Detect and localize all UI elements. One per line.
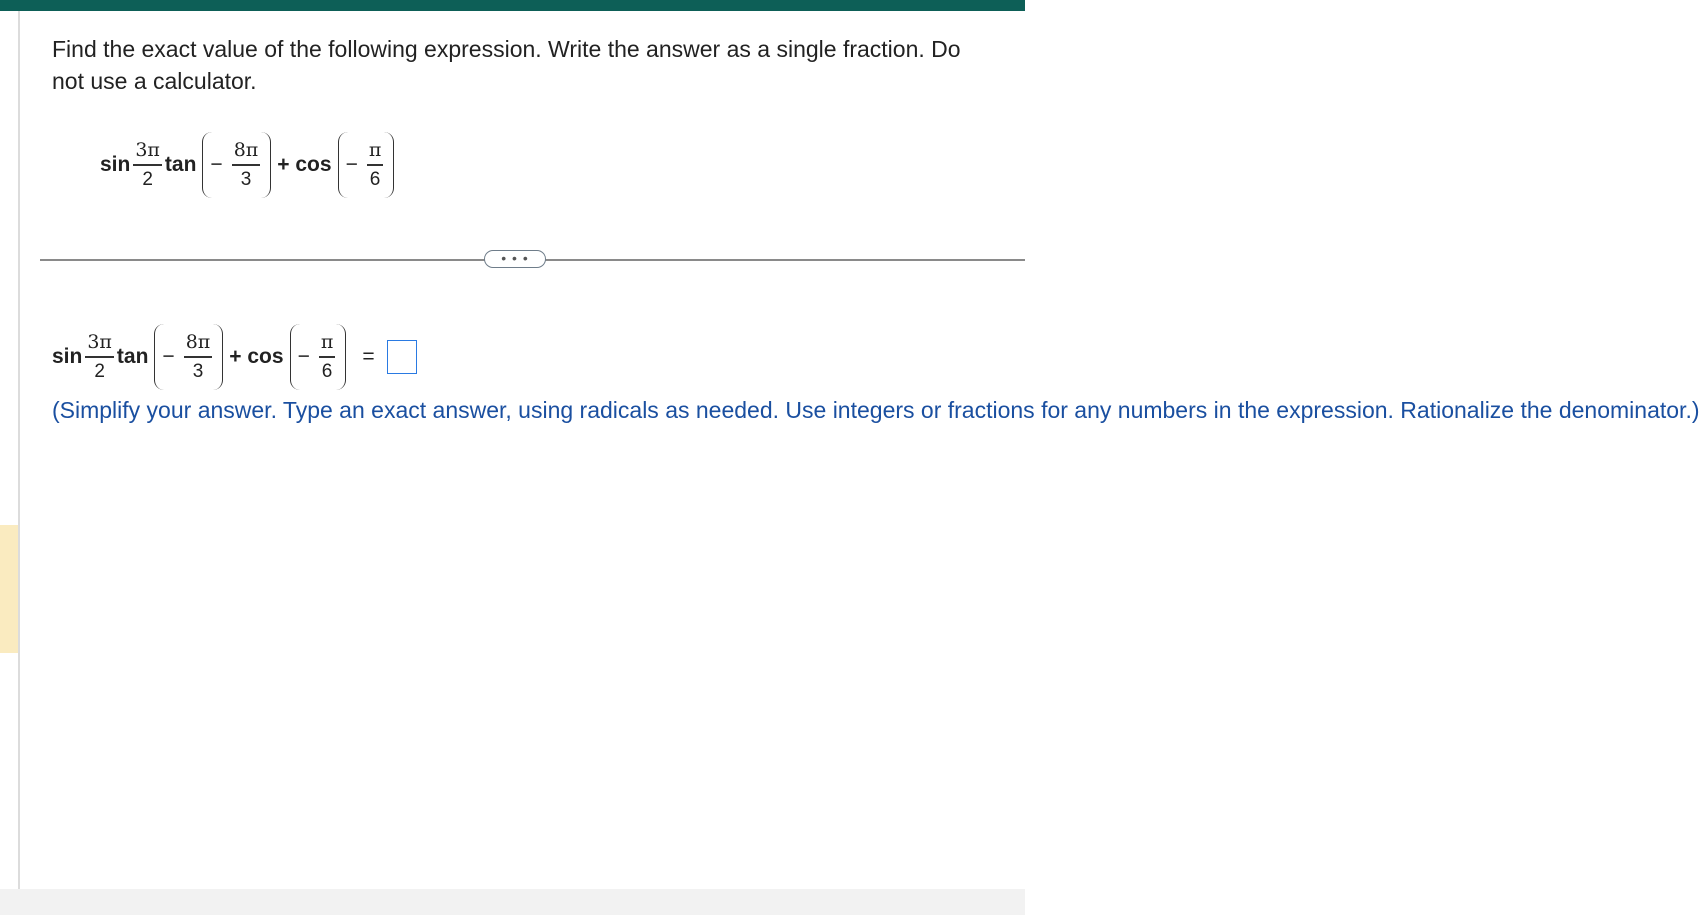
tan-function: tan [116,345,149,368]
fraction-pi-over-6 [367,139,384,191]
fraction-8pi-over-3 [184,331,213,383]
fraction-bar [184,356,213,358]
fraction-denominator: 3 [192,360,204,382]
answer-expression [52,320,417,394]
fraction-denominator: 6 [321,360,333,382]
fraction-numerator: π [368,139,382,162]
left-divider [18,11,20,889]
fraction-numerator: 3π [87,331,112,354]
plus-cos-function: + cos [277,153,332,176]
question-expression [100,128,400,202]
fraction-numerator: 8π [233,139,259,162]
fraction-denominator: 3 [240,168,252,190]
parenthesized-argument [290,324,347,390]
side-tab[interactable] [0,525,18,653]
fraction-bar [232,164,261,166]
top-bar [0,0,1025,11]
fraction-pi-over-6 [319,331,336,383]
plus-cos-function: + cos [229,345,284,368]
minus-sign: − [162,345,175,368]
fraction-8pi-over-3 [232,139,261,191]
fraction-numerator: π [320,331,334,354]
fraction-denominator: 2 [94,360,105,382]
fraction-3pi-over-2 [85,331,114,383]
answer-input[interactable] [387,340,417,374]
parenthesized-argument [154,324,223,390]
fraction-bar [85,356,114,358]
fraction-bar [367,164,384,166]
fraction-numerator: 3π [135,139,160,162]
minus-sign: − [345,153,358,176]
sin-function: sin [52,345,83,368]
fraction-denominator: 6 [369,168,381,190]
tan-function: tan [164,153,197,176]
fraction-denominator: 2 [142,168,153,190]
minus-sign: − [297,345,310,368]
parenthesized-argument [202,132,271,198]
fraction-numerator: 8π [185,331,211,354]
fraction-bar [133,164,162,166]
sin-function: sin [100,153,131,176]
fraction-3pi-over-2 [133,139,162,191]
more-options-button[interactable]: • • • [484,250,546,268]
answer-instructions: (Simplify your answer. Type an exact answer, using radicals as needed. Use integers or fractions for any numbers in the expression. Rationalize the denominator.) [52,397,1700,423]
question-prompt: Find the exact value of the following expression. Write the answer as a single fraction. Do not use a calculator. [52,36,961,94]
bottom-bar [0,889,1025,915]
fraction-bar [319,356,336,358]
parenthesized-argument [338,132,395,198]
equals-sign: = [362,345,375,368]
minus-sign: − [210,153,223,176]
